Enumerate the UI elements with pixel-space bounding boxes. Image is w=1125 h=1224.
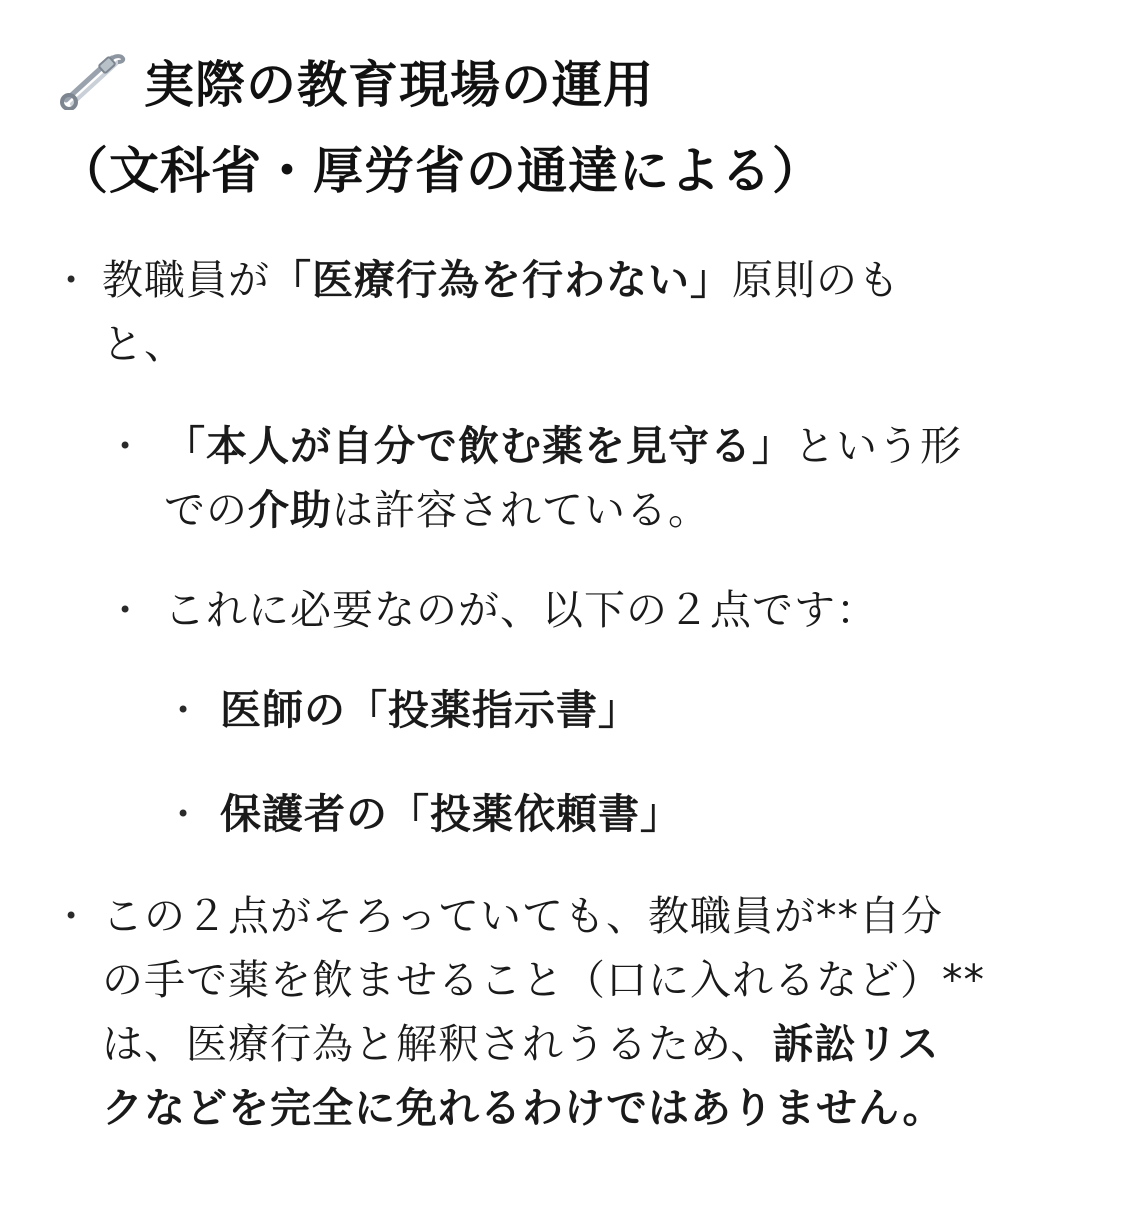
heading-text-line-1: 実際の教育現場の運用 <box>144 56 654 114</box>
heading-line-1 <box>58 42 1069 128</box>
list-item: • これに必要なのが、以下の２点です： <box>58 578 1069 642</box>
section-heading <box>58 42 1069 214</box>
heading-line-2: （文科省・厚労省の通達による） <box>58 142 823 200</box>
list-item: • この２点がそろっていても、教職員が**自分 の手で薬を飲ませること（口に入れるなど）** は、医療行為と解釈されうるため、訴訟リス クなどを完全に免れるわけではありません。 <box>58 884 1069 1140</box>
list-item: • 保護者の「投薬依頼書」 <box>58 782 1069 846</box>
list-item: • 教職員が「医療行為を行わない」原則のも と、 <box>58 248 1069 376</box>
list-item: • 医師の「投薬指示書」 <box>58 678 1069 742</box>
safety-pin-icon <box>58 50 130 110</box>
list-item: • 「本人が自分で飲む薬を見守る」という形 での介助は許容されている。 <box>58 414 1069 542</box>
main-list <box>58 248 1069 1140</box>
